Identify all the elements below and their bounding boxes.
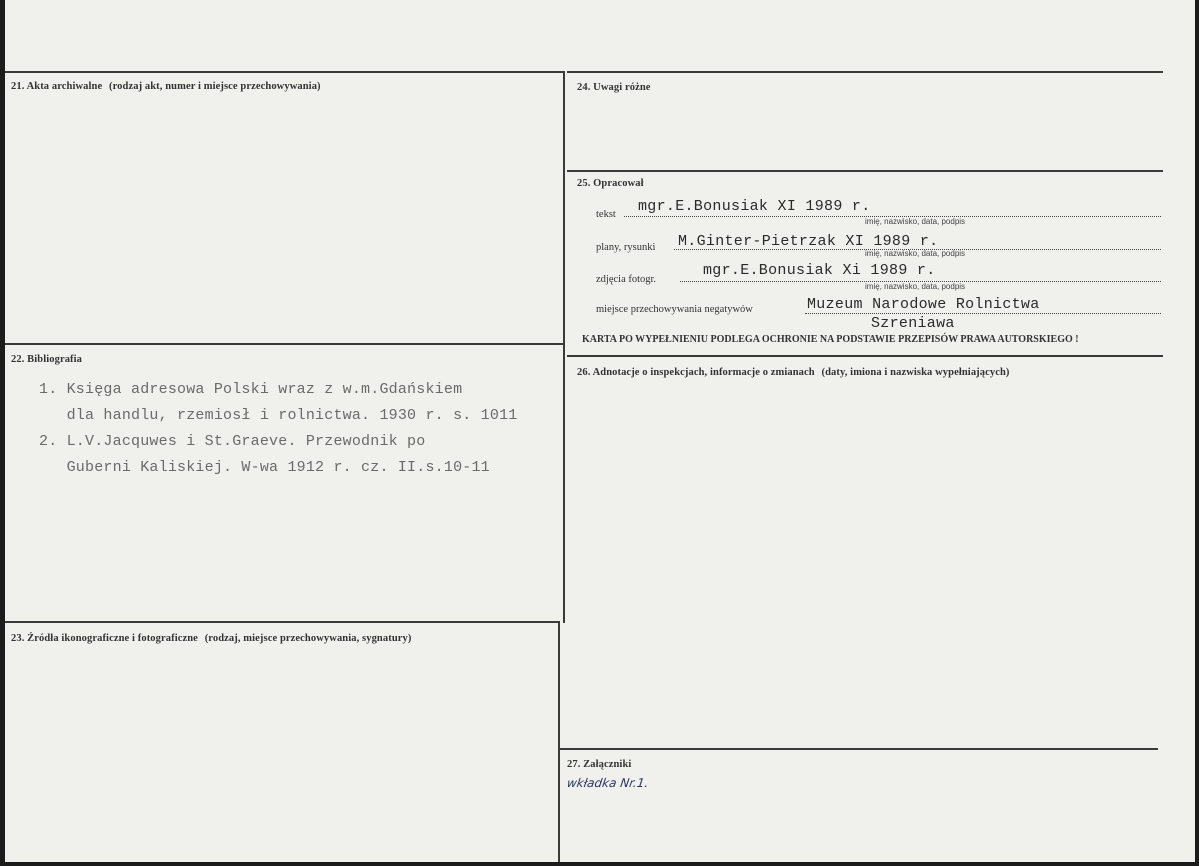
negatywy-value-line2: Szreniawa — [871, 315, 955, 332]
bibliography-list — [39, 377, 517, 481]
rule-25-26 — [567, 355, 1163, 357]
section-21-header — [11, 81, 321, 92]
section-21-label: 21. Akta archiwalne — [11, 81, 103, 92]
section-23-sub: (rodzaj, miejsce przechowywania, sygnatury) — [204, 633, 412, 644]
section-23-label: 23. Źródła ikonograficzne i fotograficzne — [11, 633, 198, 644]
section-22-header — [11, 354, 82, 365]
negatywy-label: miejsce przechowywania negatywów — [596, 304, 753, 315]
rule-24-25 — [567, 170, 1163, 172]
plany-value: M.Ginter-Pietrzak XI 1989 r. — [678, 233, 939, 250]
record-card — [5, 0, 1195, 862]
section-27-header — [567, 759, 631, 770]
bibliography-line-1: 1. Księga adresowa Polski wraz z w.m.Gdańskiem — [39, 381, 463, 398]
section-26-header — [577, 367, 1010, 378]
top-rule-left — [5, 71, 565, 73]
attachment-handwritten: wkładka Nr.1. — [566, 776, 650, 790]
section-24-label: 24. Uwagi różne — [577, 82, 651, 93]
divider-lower — [558, 621, 560, 862]
rule-21-22 — [5, 343, 565, 345]
bibliography-line-3: 2. L.V.Jacquwes i St.Graeve. Przewodnik po — [39, 433, 426, 450]
section-26-sub: (daty, imiona i nazwiska wypełniających) — [821, 367, 1010, 378]
section-23-header — [11, 633, 411, 644]
bibliography-line-2: dla handlu, rzemiosł i rolnictwa. 1930 r. s. 1011 — [39, 407, 518, 424]
section-22-label: 22. Bibliografia — [11, 354, 83, 365]
section-26-label: 26. Adnotacje o inspekcjach, informacje o zmianach — [577, 367, 815, 378]
rule-26-27 — [560, 748, 1158, 750]
copyright-notice: KARTA PO WYPEŁNIENIU PODLEGA OCHRONIE NA PODSTAWIE PRZEPISÓW PRAWA AUTORSKIEGO ! — [582, 334, 1079, 345]
zdjecia-label: zdjęcia fotogr. — [596, 274, 657, 285]
section-27-label: 27. Załączniki — [567, 759, 632, 770]
plany-hint: imię, nazwisko, data, podpis — [865, 249, 966, 258]
tekst-label: tekst — [596, 209, 616, 220]
divider-upper — [563, 71, 565, 623]
tekst-hint: imię, nazwisko, data, podpis — [865, 217, 966, 226]
negatywy-dotted-line — [805, 313, 1161, 314]
section-25-header — [577, 178, 644, 189]
tekst-value: mgr.E.Bonusiak XI 1989 r. — [638, 198, 871, 215]
bibliography-line-4: Guberni Kaliskiej. W-wa 1912 r. cz. II.s.10-11 — [39, 459, 490, 476]
zdjecia-hint: imię, nazwisko, data, podpis — [865, 282, 966, 291]
section-24-header — [577, 82, 651, 93]
rule-22-23 — [5, 621, 560, 623]
plany-label: plany, rysunki — [596, 242, 656, 253]
section-25-label: 25. Opracował — [577, 178, 644, 189]
section-21-sub: (rodzaj akt, numer i miejsce przechowywania) — [109, 81, 321, 92]
negatywy-value-line1: Muzeum Narodowe Rolnictwa — [807, 296, 1040, 313]
top-rule-right — [567, 71, 1163, 73]
zdjecia-value: mgr.E.Bonusiak Xi 1989 r. — [703, 262, 936, 279]
